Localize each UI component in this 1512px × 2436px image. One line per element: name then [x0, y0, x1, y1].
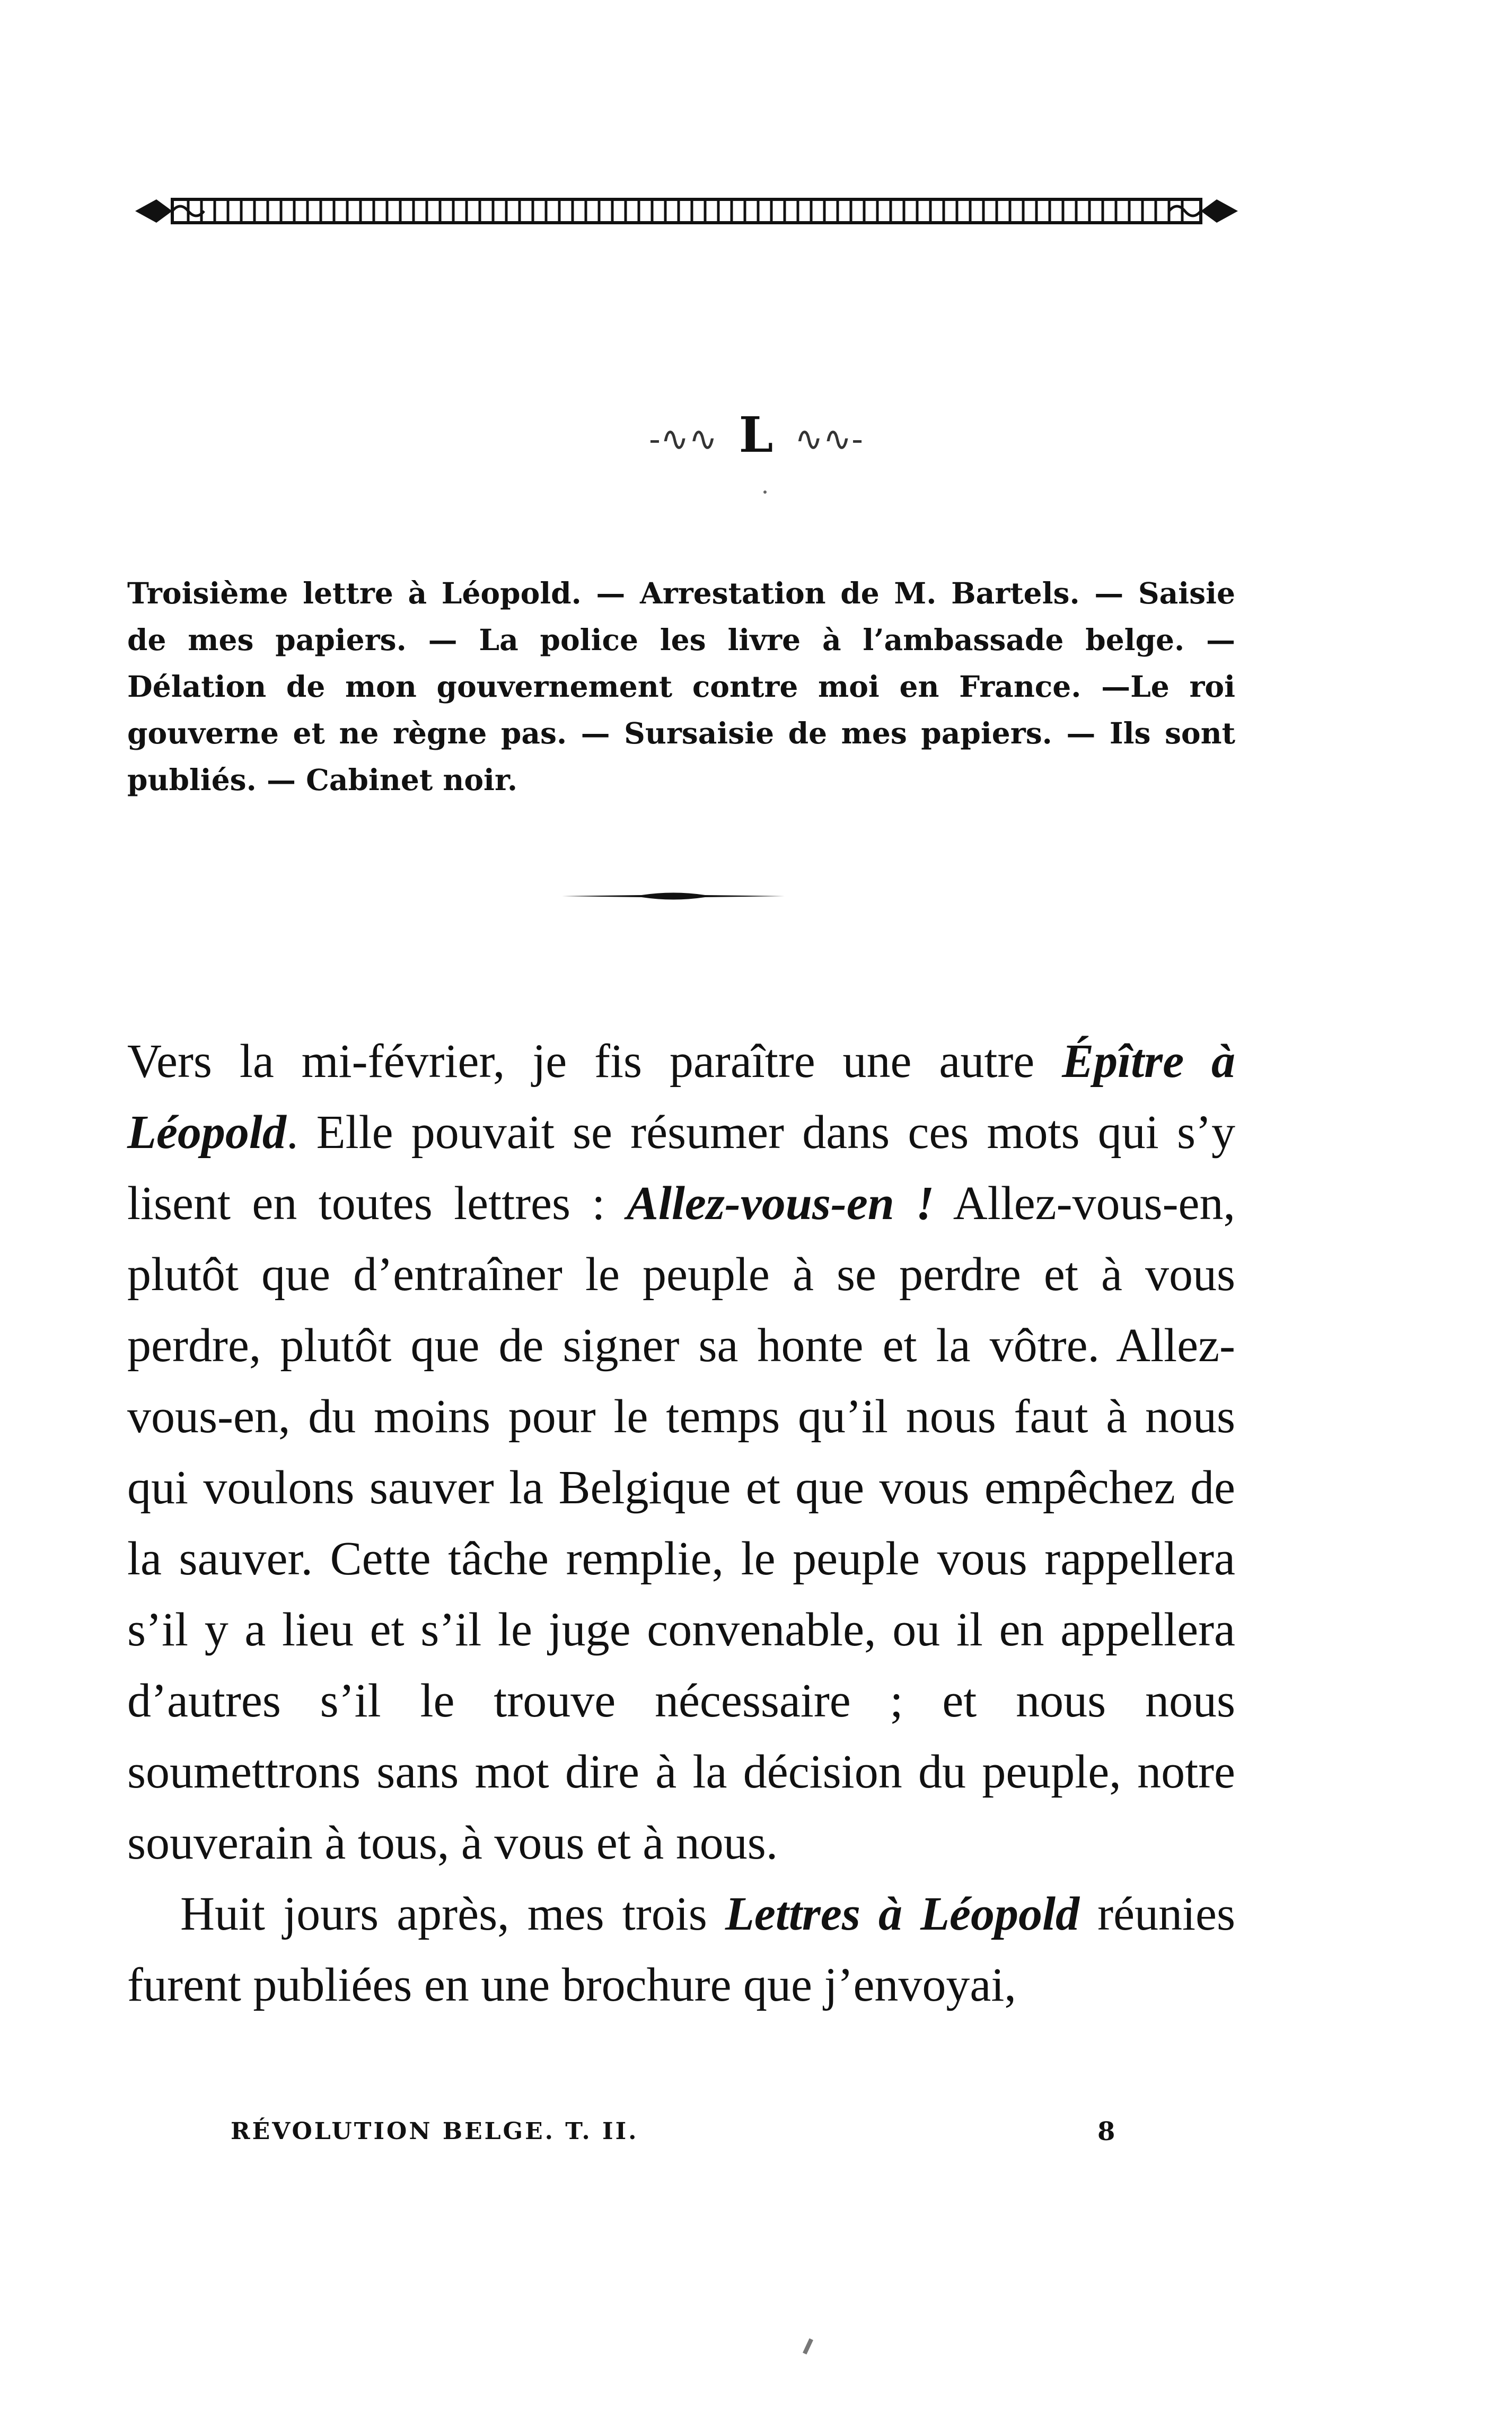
p2-text-1: Huit jours après, mes trois — [180, 1888, 725, 1940]
chapter-summary: Troisième lettre à Léopold. — Arrestation de M. Bartels. — Saisie de mes papiers. — La police les livre à l’ambassade belge. — Délation de mon gouvernement contre moi en France. —Le roi gouverne et ne règne pas. — Sursaisie de mes papiers. — Ils sont publiés. — Cabinet noir. — [127, 576, 1235, 797]
p1-italic-title: Épître à Léopold — [127, 1035, 1236, 1159]
running-title: RÉVOLUTION BELGE. T. II. — [231, 2118, 639, 2145]
p1-italic-quote: Allez-vous-en ! — [626, 1177, 935, 1230]
p1-text-1: Vers la mi-février, je fis paraître une autre — [127, 1035, 1062, 1088]
stray-dot — [763, 490, 767, 494]
p2-text-2: réunies furent publiées en une brochure que j’envoyai, — [127, 1888, 1235, 2011]
page-footer — [231, 2116, 1132, 2148]
signature-mark: 8 — [1097, 2117, 1115, 2146]
left-flourish-icon: -∿∿ — [649, 419, 739, 459]
stray-mark — [803, 2338, 813, 2355]
ornamental-header-band — [135, 195, 1238, 227]
separator-rule — [562, 888, 785, 904]
p1-text-2: . Elle pouvait se résumer dans ces mots qui s’y lisent en toutes lettres : — [127, 1106, 1235, 1230]
chapter-heading — [0, 408, 1512, 466]
paragraph-2 — [127, 1879, 1235, 2021]
right-flourish-icon: ∿∿- — [773, 419, 863, 459]
chapter-numeral: L — [739, 406, 773, 463]
p1-text-3: Allez-vous-en, plutôt que d’entraîner le peuple à se perdre et à vous perdre, plutôt que de signer sa honte et la vôtre. Allez-vous-en, du moins pour le temps qu’il nous faut à nous qui voulons sauver la Belgique et que vous empêchez de la sauver. Cette tâche remplie, le peuple vous rappellera s’il y a lieu et s’il le juge convenable, ou il en appellera d’autres s’il le trouve nécessaire ; et nous nous soumettrons sans mot dire à la décision du peuple, notre souverain à tous, à vous et à nous. — [127, 1177, 1235, 1869]
paragraph-1 — [127, 1026, 1235, 1879]
p2-italic-title: Lettres à Léopold — [725, 1888, 1079, 1940]
body-text — [127, 1026, 1235, 2021]
